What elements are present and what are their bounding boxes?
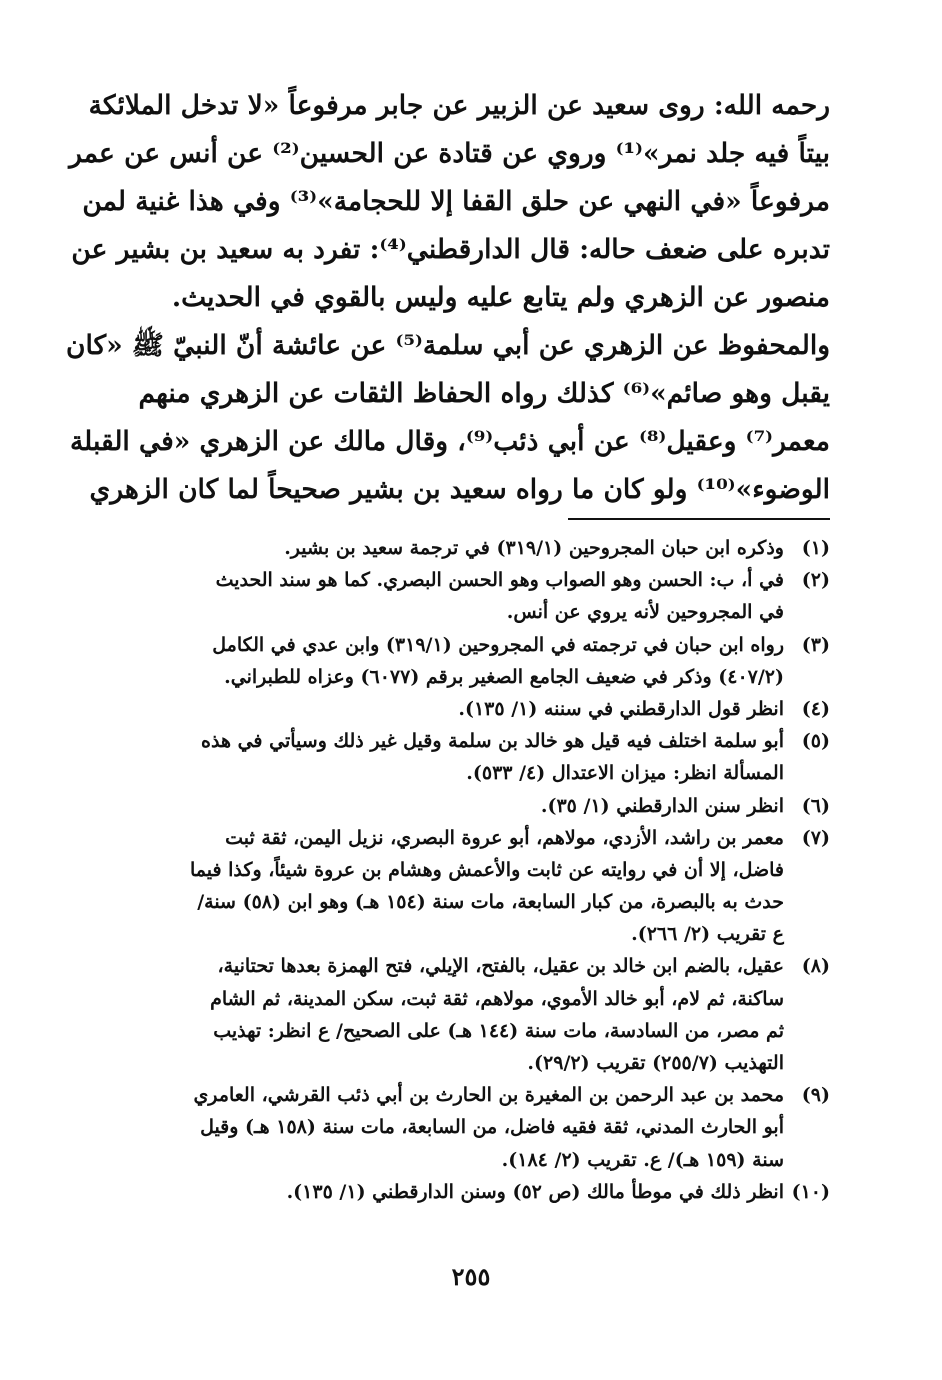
footnote-line: رواه ابن حبان في ترجمته في المجروحين (٣١٩/١) وابن عدي في الكامل xyxy=(212,633,784,656)
footnote-number: (٩) xyxy=(801,1084,830,1107)
footnote-7 xyxy=(132,822,830,951)
body-line: معمر⁽⁷⁾ وعقيل⁽⁸⁾ عن أبي ذئب⁽⁹⁾، وقال مالك عن الزهري «في القبلة xyxy=(69,426,830,457)
footnote-separator xyxy=(568,518,830,520)
footnote-line: عقيل، بالضم ابن خالد بن عقيل، بالفتح، الإيلي، فتح الهمزة بعدها تحتانية، xyxy=(217,955,784,978)
main-text-block xyxy=(65,82,830,514)
footnote-number: (٣) xyxy=(801,633,830,656)
footnote-1 xyxy=(132,532,830,564)
footnote-8 xyxy=(132,950,830,1079)
footnote-number: (٢) xyxy=(801,569,830,592)
footnotes-section xyxy=(132,532,830,1208)
footnote-line: ثم مصر، من السادسة، مات سنة (١٤٤ هـ) على الصحيح/ ع انظر: تهذيب xyxy=(213,1019,784,1042)
footnote-line: ع تقريب (٢/ ٢٦٦). xyxy=(631,923,784,946)
footnote-line: انظر قول الدارقطني في سننه (١/ ١٣٥). xyxy=(458,697,784,720)
footnote-line: حدث به بالبصرة، من كبار السابعة، مات سنة (١٥٤ هـ) وهو ابن (٥٨) سنة/ xyxy=(197,891,784,914)
footnote-line: سنة (١٥٩ هـ)/ ع. تقريب (٢/ ١٨٤). xyxy=(501,1148,784,1171)
footnote-line: أبو سلمة اختلف فيه قيل هو خالد بن سلمة وقيل غير ذلك وسيأتي في هذه xyxy=(201,730,784,753)
footnote-line: المسألة انظر: ميزان الاعتدال (٤/ ٥٣٣). xyxy=(466,762,784,785)
footnote-number: (٨) xyxy=(801,955,830,978)
footnote-line: (٤٠٧/٢) وذكر في ضعيف الجامع الصغير برقم (٦٠٧٧) وعزاه للطبراني. xyxy=(224,665,784,688)
footnote-number: (٧) xyxy=(801,826,830,849)
footnote-9 xyxy=(132,1079,830,1176)
footnote-5 xyxy=(132,725,830,789)
footnote-number: (١) xyxy=(801,537,830,559)
footnote-line: أبو الحارث المدني، ثقة فقيه فاضل، من السابعة، مات سنة (١٥٨ هـ) وقيل xyxy=(200,1116,784,1139)
body-line: مرفوعاً «في النهي عن حلق القفا إلا للحجامة»⁽³⁾ وفي هذا غنية لمن xyxy=(82,186,830,217)
footnote-line: وذكره ابن حبان المجروحين (٣١٩/١) في ترجمة سعيد بن بشير. xyxy=(284,537,784,559)
footnote-number: (٦) xyxy=(801,794,830,817)
footnote-line: محمد بن عبد الرحمن بن المغيرة بن الحارث بن أبي ذئب القرشي، العامري xyxy=(193,1084,784,1107)
footnote-line: التهذيب (٢٥٥/٧) تقريب (٢٩/٢). xyxy=(527,1052,784,1074)
footnote-number: (٥) xyxy=(801,730,830,753)
body-line: بيتاً فيه جلد نمر»⁽¹⁾ وروي عن قتادة عن الحسين⁽²⁾ عن أنس عن عمر xyxy=(69,138,830,169)
footnote-6 xyxy=(132,790,830,822)
footnote-number: (٤) xyxy=(801,697,830,720)
footnote-2 xyxy=(132,564,830,628)
footnote-line: انظر سنن الدارقطني (١/ ٣٥). xyxy=(540,794,784,817)
footnote-line: في أ، ب: الحسن وهو الصواب وهو الحسن البصري. كما هو سند الحديث xyxy=(215,569,784,592)
footnote-line: ساكنة، ثم لام، أبو خالد الأموي، مولاهم، ثقة ثبت، سكن المدينة، ثم الشام xyxy=(210,987,784,1010)
body-line: يقبل وهو صائم»⁽⁶⁾ كذلك رواه الحفاظ الثقات عن الزهري منهم xyxy=(138,378,830,409)
body-line: الوضوء»⁽¹⁰⁾ ولو كان ما رواه سعيد بن بشير صحيحاً لما كان الزهري xyxy=(89,474,830,505)
footnote-3 xyxy=(132,629,830,693)
footnote-4 xyxy=(132,693,830,725)
body-line: والمحفوظ عن الزهري عن أبي سلمة⁽⁵⁾ عن عائشة أنّ النبيّ ﷺ «كان xyxy=(65,330,830,361)
body-line: تدبره على ضعف حاله: قال الدارقطني⁽⁴⁾: تفرد به سعيد بن بشير عن xyxy=(71,234,830,265)
body-line: رحمه الله: روى سعيد عن الزبير عن جابر مرفوعاً «لا تدخل الملائكة xyxy=(88,90,830,121)
footnote-line: انظر ذلك في موطأ مالك (ص ٥٢) وسنن الدارقطني (١/ ١٣٥). xyxy=(286,1180,784,1203)
page-number: ٢٥٥ xyxy=(451,1262,491,1291)
footnote-10 xyxy=(132,1176,830,1208)
footnote-line: فاضل، إلا أن في روايته عن ثابت والأعمش وهشام بن عروة شيئاً، وكذا فيما xyxy=(189,858,784,881)
footnote-number: (١٠) xyxy=(791,1180,830,1203)
footnote-line: معمر بن راشد، الأزدي، مولاهم، أبو عروة البصري، نزيل اليمن، ثقة ثبت xyxy=(225,826,784,849)
body-line: منصور عن الزهري ولم يتابع عليه وليس بالقوي في الحديث. xyxy=(171,282,830,313)
footnote-line: في المجروحين لأنه يروي عن أنس. xyxy=(506,601,784,624)
